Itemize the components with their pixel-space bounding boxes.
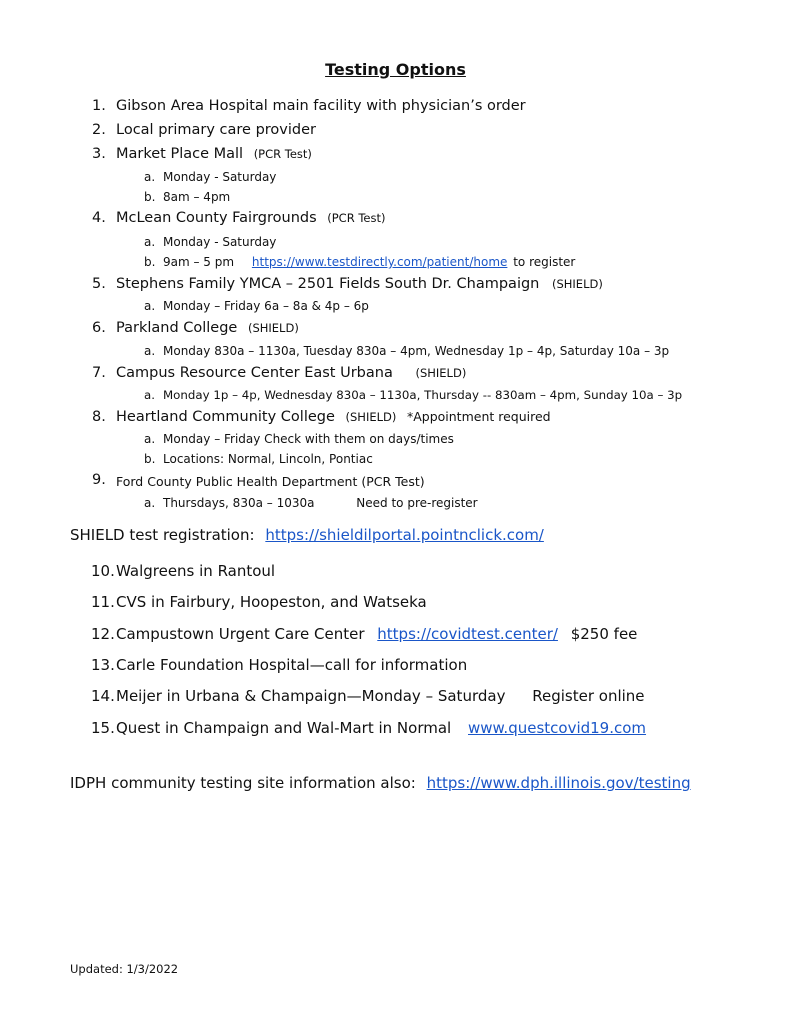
questcovid19-link[interactable]: www.questcovid19.com [468,719,647,737]
item-text: Walgreens in Rantoul [116,562,276,580]
idph-info [70,774,691,792]
sub-item-letter: a. [144,432,156,446]
sub-item [144,344,670,358]
sub-item-letter: b. [144,190,156,204]
sub-item-letter: a. [144,344,156,358]
page-title: Testing Options [325,60,466,79]
list-item [92,98,526,114]
item-text: Campustown Urgent Care Center [116,625,365,643]
item-number: 14. [91,687,115,705]
list-item [92,276,603,292]
item-number: 11. [91,593,115,611]
item-text: Ford County Public Health Department (PCR Test) [116,474,425,489]
item-number: 15. [91,719,115,737]
item-number: 9. [92,472,106,488]
sub-item-text: Monday – Friday 6a – 8a & 4p – 6p [163,299,369,313]
item-number: 1. [92,98,106,114]
idph-label: IDPH community testing site information also: [70,774,416,792]
sub-item-letter: a. [144,170,156,184]
item-number: 13. [91,656,115,674]
item-text: Campus Resource Center East Urbana [116,365,393,381]
item-text: Local primary care provider [116,122,316,138]
sub-item-text: Monday 830a – 1130a, Tuesday 830a – 4pm, Wednesday 1p – 4p, Saturday 10a – 3p [163,344,670,358]
list-item [91,687,645,705]
item-text: Heartland Community College [116,409,335,425]
sub-item [144,235,277,249]
sub-item [144,388,683,402]
sub-item [144,255,576,269]
item-text: Market Place Mall [116,146,244,162]
testdirectly-link[interactable]: https://www.testdirectly.com/patient/home [251,255,508,269]
item-note: (SHIELD) [247,321,299,335]
sub-item-suffix: to register [513,255,576,269]
sub-item-text: Locations: Normal, Lincoln, Pontiac [163,452,373,466]
shield-portal-link[interactable]: https://shieldilportal.pointnclick.com/ [265,526,544,544]
sub-item-text: Monday - Saturday [163,170,277,184]
sub-item-letter: b. [144,452,156,466]
item-number: 5. [92,276,106,292]
item-text: Carle Foundation Hospital—call for information [116,656,468,674]
item-number: 12. [91,625,115,643]
sub-item-text: 8am – 4pm [163,190,231,204]
list-item [91,656,468,674]
item-note: (SHIELD) [345,410,397,424]
item-text: Gibson Area Hospital main facility with physician’s order [116,98,526,114]
sub-item-letter: b. [144,255,156,269]
sub-item-text: Thursdays, 830a – 1030a [163,496,315,510]
sub-item-text: Monday - Saturday [163,235,277,249]
list-item [92,472,425,489]
list-item [91,625,638,643]
item-note: (SHIELD) [415,366,467,380]
covidtest-center-link[interactable]: https://covidtest.center/ [377,625,558,643]
item-number: 8. [92,409,106,425]
sub-item-letter: a. [144,299,156,313]
list-item [91,719,647,737]
item-number: 6. [92,320,106,336]
list-item [92,409,551,425]
sub-item-letter: a. [144,496,156,510]
item-text: Quest in Champaign and Wal-Mart in Normal [116,719,452,737]
item-number: 10. [91,562,115,580]
list-item [92,320,299,336]
shield-label: SHIELD test registration: [70,526,255,544]
item-note: (PCR Test) [327,211,386,225]
sub-item-text: Monday – Friday Check with them on days/times [163,432,454,446]
item-note: (PCR Test) [253,147,312,161]
list-item [92,122,316,138]
item-text: Stephens Family YMCA – 2501 Fields South Dr. Champaign [116,276,540,292]
list-item [92,146,312,162]
sub-item-text: 9am – 5 pm [163,255,235,269]
item-number: 4. [92,210,106,226]
item-text: CVS in Fairbury, Hoopeston, and Watseka [116,593,427,611]
sub-item [144,432,454,446]
list-item [91,593,427,611]
sub-item [144,190,231,204]
sub-item [144,452,373,466]
appointment-note: *Appointment required [406,409,551,424]
item-text: Parkland College [116,320,238,336]
list-item [92,365,467,381]
sub-item [144,496,478,510]
list-item [92,210,386,226]
fee-text: $250 fee [570,625,638,643]
sub-item-text: Monday 1p – 4p, Wednesday 830a – 1130a, Thursday -- 830am – 4pm, Sunday 10a – 3p [163,388,683,402]
item-note: (SHIELD) [551,277,603,291]
updated-date: Updated: 1/3/2022 [70,962,179,976]
sub-item-letter: a. [144,235,156,249]
sub-item-suffix: Need to pre-register [356,496,478,510]
list-item [91,562,276,580]
item-number: 2. [92,122,106,138]
item-text: McLean County Fairgrounds [116,210,317,226]
item-number: 7. [92,365,106,381]
sub-item [144,170,277,184]
item-text: Meijer in Urbana & Champaign—Monday – Saturday [116,687,506,705]
item-number: 3. [92,146,106,162]
shield-registration [70,526,544,544]
register-online-text: Register online [532,687,645,705]
idph-testing-link[interactable]: https://www.dph.illinois.gov/testing [426,774,691,792]
sub-item [144,299,369,313]
sub-item-letter: a. [144,388,155,402]
